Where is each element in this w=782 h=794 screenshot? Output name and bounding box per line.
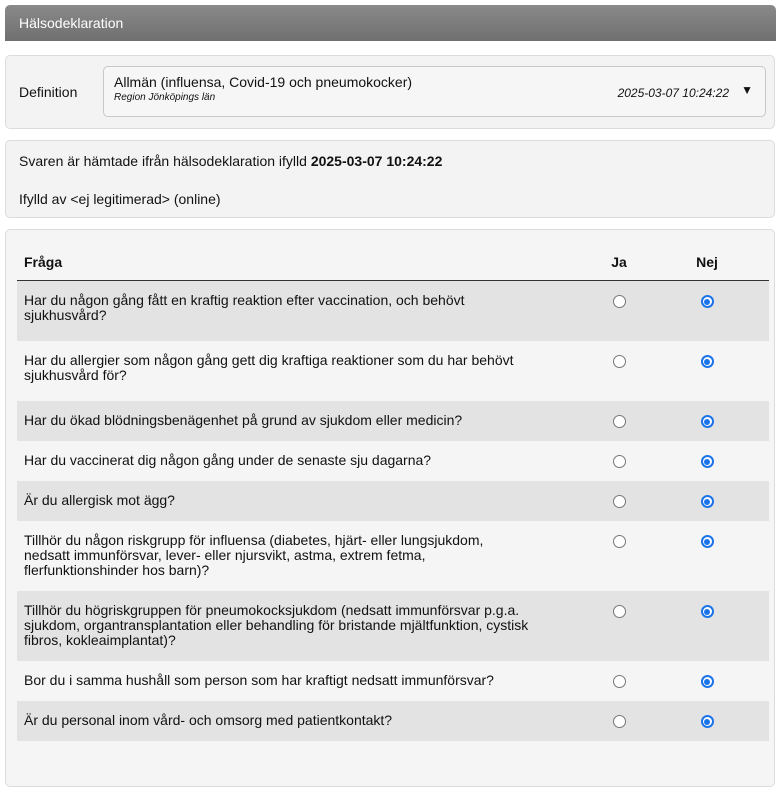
questions-panel [5,229,775,787]
table-row [17,441,769,481]
table-row [17,701,769,741]
question-text: Har du någon gång fått en kraftig reaktion efter vaccination, och behövt sjukhusvård? [24,292,465,323]
radio-no[interactable] [701,605,714,618]
fetched-info [19,153,442,169]
no-cell [645,661,769,688]
no-cell [645,441,769,468]
radio-no[interactable] [701,415,714,428]
no-cell [645,591,769,618]
radio-no[interactable] [701,355,714,368]
definition-select[interactable] [103,66,766,117]
definition-selected-name: Allmän (influensa, Covid-19 och pneumokocker) [114,74,413,90]
question-text: Är du allergisk mot ägg? [24,492,175,508]
page-title: Hälsodeklaration [19,15,124,31]
table-row [17,661,769,701]
no-cell [645,521,769,548]
yes-cell [593,661,645,688]
header-no: Nej [696,254,718,270]
definition-label: Definition [19,84,78,100]
filled-by: Ifylld av <ej legitimerad> (online) [19,191,221,207]
no-cell [645,701,769,728]
radio-yes[interactable] [613,295,626,308]
fetched-prefix: Svaren är hämtade ifrån hälsodeklaration ifylld [19,153,311,169]
radio-no[interactable] [701,535,714,548]
question-text: Har du vaccinerat dig någon gång under de senaste sju dagarna? [24,452,432,468]
definition-selected-date: 2025-03-07 10:24:22 [617,86,729,100]
radio-no[interactable] [701,295,714,308]
radio-no[interactable] [701,495,714,508]
yes-cell [593,521,645,548]
radio-yes[interactable] [613,605,626,618]
question-text: Har du ökad blödningsbenägenhet på grund av sjukdom eller medicin? [24,412,463,428]
radio-yes[interactable] [613,355,626,368]
no-cell [645,481,769,508]
questions-table [17,244,769,741]
fetched-datetime: 2025-03-07 10:24:22 [310,153,443,169]
question-text: Tillhör du högriskgruppen för pneumokocksjukdom (nedsatt immunförsvar p.g.a. sjukdom, organtransplantation eller behandling för bristande mjältfunktion, cystisk fibros, kokleaimplantat)? [24,602,529,648]
chevron-down-icon[interactable]: ▼ [741,83,753,97]
question-text: Tillhör du någon riskgrupp för influensa (diabetes, hjärt- eller lungsjukdom, nedsatt immunförsvar, lever- eller njursvikt, astma, extrem fetma, flerfunktionshinder hos barn)? [24,532,484,578]
yes-cell [593,701,645,728]
table-header [17,244,769,281]
table-row [17,591,769,661]
table-row [17,341,769,401]
yes-cell [593,591,645,618]
table-row [17,481,769,521]
radio-yes[interactable] [613,675,626,688]
definition-selected-region: Region Jönköpings län [114,92,216,103]
radio-yes[interactable] [613,415,626,428]
question-text: Har du allergier som någon gång gett dig kraftiga reaktioner som du har behövt sjukhusvård för? [24,352,514,383]
radio-no[interactable] [701,715,714,728]
definition-panel [5,55,775,129]
header-question: Fråga [24,254,63,270]
question-text: Är du personal inom vård- och omsorg med patientkontakt? [24,712,393,728]
radio-no[interactable] [701,455,714,468]
radio-yes[interactable] [613,495,626,508]
question-rows [17,281,769,741]
no-cell [645,341,769,368]
table-row [17,521,769,591]
table-row [17,401,769,441]
no-cell [645,401,769,428]
radio-yes[interactable] [613,535,626,548]
radio-no[interactable] [701,675,714,688]
question-text: Bor du i samma hushåll som person som har kraftigt nedsatt immunförsvar? [24,672,494,688]
radio-yes[interactable] [613,455,626,468]
info-panel [5,140,775,218]
table-row [17,281,769,341]
yes-cell [593,401,645,428]
no-cell [645,281,769,308]
yes-cell [593,281,645,308]
header-yes: Ja [611,254,627,270]
yes-cell [593,441,645,468]
yes-cell [593,481,645,508]
yes-cell [593,341,645,368]
page-header [5,5,776,41]
radio-yes[interactable] [613,715,626,728]
